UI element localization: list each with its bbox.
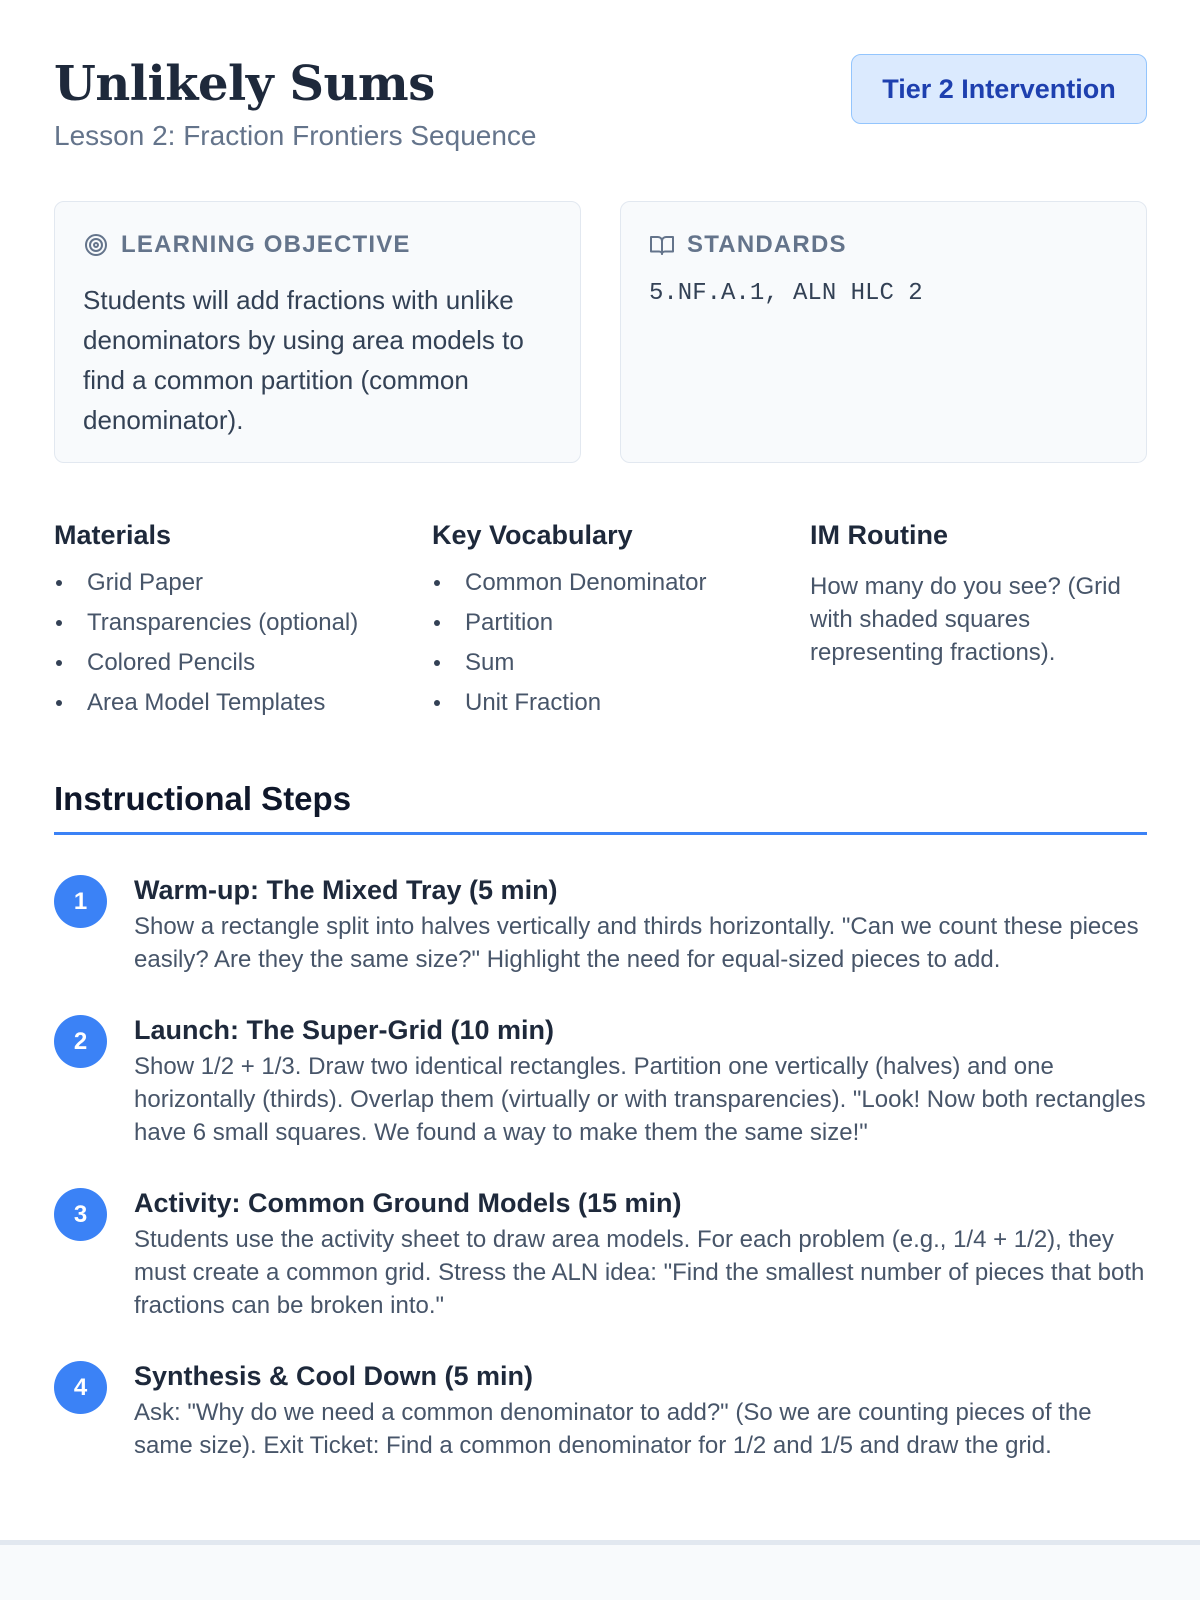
- materials-list: [54, 568, 414, 728]
- step-title: Activity: Common Ground Models (15 min): [134, 1188, 682, 1218]
- page-title: Unlikely Sums: [54, 56, 435, 112]
- summary-cards: [54, 201, 1147, 463]
- lesson-header: [54, 0, 1147, 200]
- list-item: Colored Pencils: [54, 648, 414, 688]
- list-item: Partition: [432, 608, 792, 648]
- step-title: Warm-up: The Mixed Tray (5 min): [134, 875, 558, 905]
- lesson-plan-page: [54, 0, 1147, 1459]
- step-title: Launch: The Super-Grid (10 min): [134, 1015, 555, 1045]
- step-item: [54, 1358, 1147, 1462]
- step-title: Synthesis & Cool Down (5 min): [134, 1361, 534, 1391]
- routine-title: IM Routine: [810, 520, 948, 550]
- step-number-badge: 2: [54, 1015, 107, 1068]
- page-footer: [0, 1540, 1200, 1600]
- learning-objective-label: LEARNING OBJECTIVE: [121, 231, 411, 258]
- vocabulary-list: [432, 568, 792, 728]
- list-item: Area Model Templates: [54, 688, 414, 728]
- step-description: Show 1/2 + 1/3. Draw two identical rectangles. Partition one vertically (halves) and one horizontally (thirds). Overlap them (virtually or with transparencies). "Look! Now both rectangles have 6 small squares. We found a way to make them the same size!": [134, 1053, 1146, 1146]
- instructional-steps-list: [54, 872, 1147, 1462]
- step-number-badge: 4: [54, 1361, 107, 1414]
- page-subtitle: Lesson 2: Fraction Frontiers Sequence: [54, 120, 537, 151]
- step-number-badge: 3: [54, 1188, 107, 1241]
- routine-text: How many do you see? (Grid with shaded squares representing fractions).: [810, 573, 1121, 666]
- step-description: Ask: "Why do we need a common denominator to add?" (So we are counting pieces of the same size). Exit Ticket: Find a common denominator for 1/2 and 1/5 and draw the grid.: [134, 1399, 1092, 1459]
- vocabulary-title: Key Vocabulary: [432, 520, 633, 550]
- materials-section: [54, 520, 414, 728]
- instructional-steps-title: Instructional Steps: [54, 780, 352, 817]
- vocabulary-section: [432, 520, 792, 728]
- list-item: Sum: [432, 648, 792, 688]
- section-divider: [54, 832, 1147, 835]
- instructional-steps-header: [54, 780, 1147, 835]
- step-item: [54, 872, 1147, 976]
- target-icon: [83, 232, 109, 258]
- step-description: Show a rectangle split into halves vertically and thirds horizontally. "Can we count these pieces easily? Are they the same size?" Highlight the need for equal-sized pieces to add.: [134, 913, 1139, 973]
- standards-header: [649, 230, 1118, 260]
- step-number-badge: 1: [54, 875, 107, 928]
- standards-card: [620, 201, 1147, 463]
- materials-title: Materials: [54, 520, 172, 550]
- standards-label: STANDARDS: [687, 231, 847, 258]
- step-description: Students use the activity sheet to draw area models. For each problem (e.g., 1/4 + 1/2), they must create a common grid. Stress the ALN idea: "Find the smallest number of pieces that both fractions can be broken into.": [134, 1226, 1145, 1319]
- list-item: Grid Paper: [54, 568, 414, 608]
- learning-objective-card: [54, 201, 581, 463]
- tier-badge: Tier 2 Intervention: [851, 54, 1147, 124]
- list-item: Transparencies (optional): [54, 608, 414, 648]
- book-icon: [649, 232, 675, 258]
- lesson-details: [54, 520, 1147, 730]
- standards-text: 5.NF.A.1, ALN HLC 2: [649, 280, 923, 307]
- step-item: [54, 1185, 1147, 1322]
- routine-section: [810, 520, 1147, 669]
- learning-objective-header: [83, 230, 552, 260]
- learning-objective-text: Students will add fractions with unlike denominators by using area models to find a common partition (common denominator).: [83, 285, 524, 435]
- list-item: Common Denominator: [432, 568, 792, 608]
- list-item: Unit Fraction: [432, 688, 792, 728]
- step-item: [54, 1012, 1147, 1149]
